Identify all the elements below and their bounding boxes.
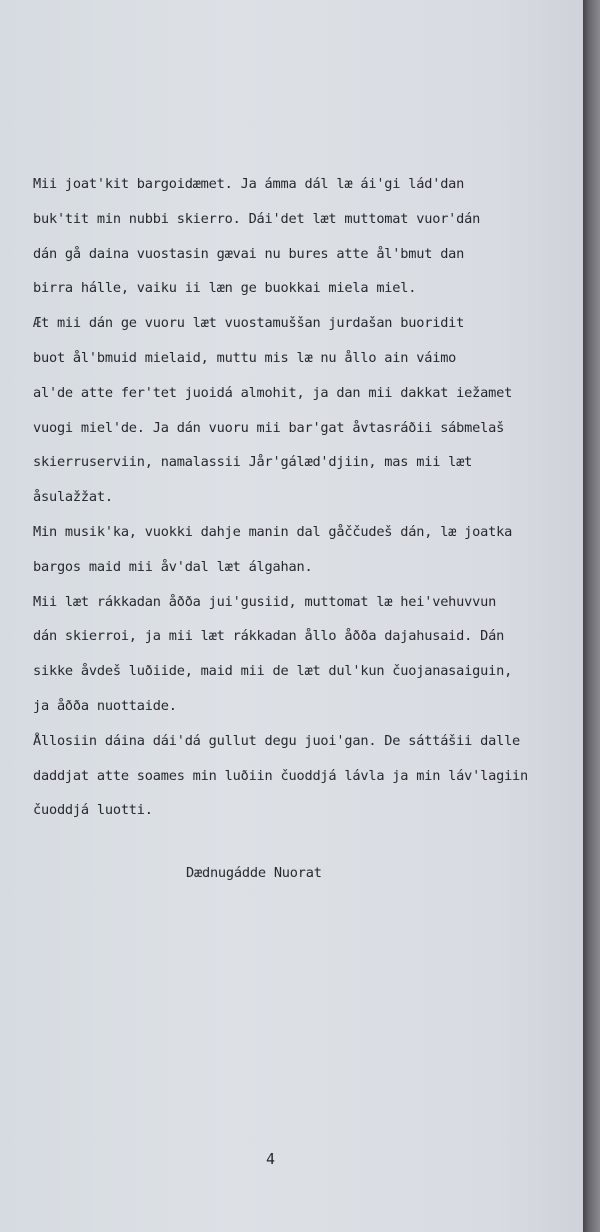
text-line: Mii joat'kit bargoidæmet. Ja ámma dál læ ái'gi lád'dan (33, 176, 465, 192)
text-line: bargos maid mii åv'dal læt álgahan. (33, 558, 313, 575)
page-edge-shadow (583, 0, 600, 1232)
text-line: al'de atte fer'tet juoidá almohit, ja dan mii dakkat iežamet (33, 384, 513, 401)
text-line: ja åððа nuottaide. (33, 697, 177, 714)
text-line: Ållosiin dáina dái'dá gullut degu juoi'gan. De sáttášii dalle (33, 732, 521, 749)
text-line: buot ål'bmuid mielaid, muttu mis læ nu ållo ain váimo (33, 349, 457, 366)
text-line: daddjat atte soames min luðiin čuoddjá lávla ja min láv'lagiin (33, 767, 529, 784)
text-line: birra hálle, vaiku ii læn ge buokkai miela miel. (33, 280, 417, 297)
text-line: Æt mii dán ge vuoru læt vuostamuššan jurdašan buoridit (33, 315, 465, 332)
text-line: dán skierroi, ja mii læt rákkadan ållo åððа dajahusaid. Dán (33, 628, 505, 645)
text-line: vuogi miel'de. Ja dán vuoru mii bar'gat åvtasráðii sábmelaš (33, 419, 505, 436)
author-signature: Dædnugádde Nuorat (186, 865, 322, 881)
text-line: Min musik'ka, vuokki dahje manin dal gåččudeš dán, læ joatka (33, 523, 513, 540)
text-line: skierruserviin, namalassii Jår'gálæd'djiin, mas mii læt (33, 454, 473, 471)
body-text (33, 167, 553, 828)
text-line: sikke åvdeš luðiide, maid mii de læt dul'kun čuojanasaiguin, (33, 663, 513, 680)
text-line: åsulažžat. (33, 489, 113, 506)
text-line: buk'tit min nubbi skierro. Dái'det læt muttomat vuor'dán (33, 210, 481, 227)
text-line: dán gå daina vuostasin gævai nu bures atte ål'bmut dan (33, 245, 465, 262)
text-line: Mii læt rákkadan åððа jui'gusiid, muttomat læ hei'vehuvvun (33, 593, 497, 610)
text-line: čuoddjá luotti. (33, 802, 153, 819)
page-number: 4 (266, 1150, 276, 1168)
